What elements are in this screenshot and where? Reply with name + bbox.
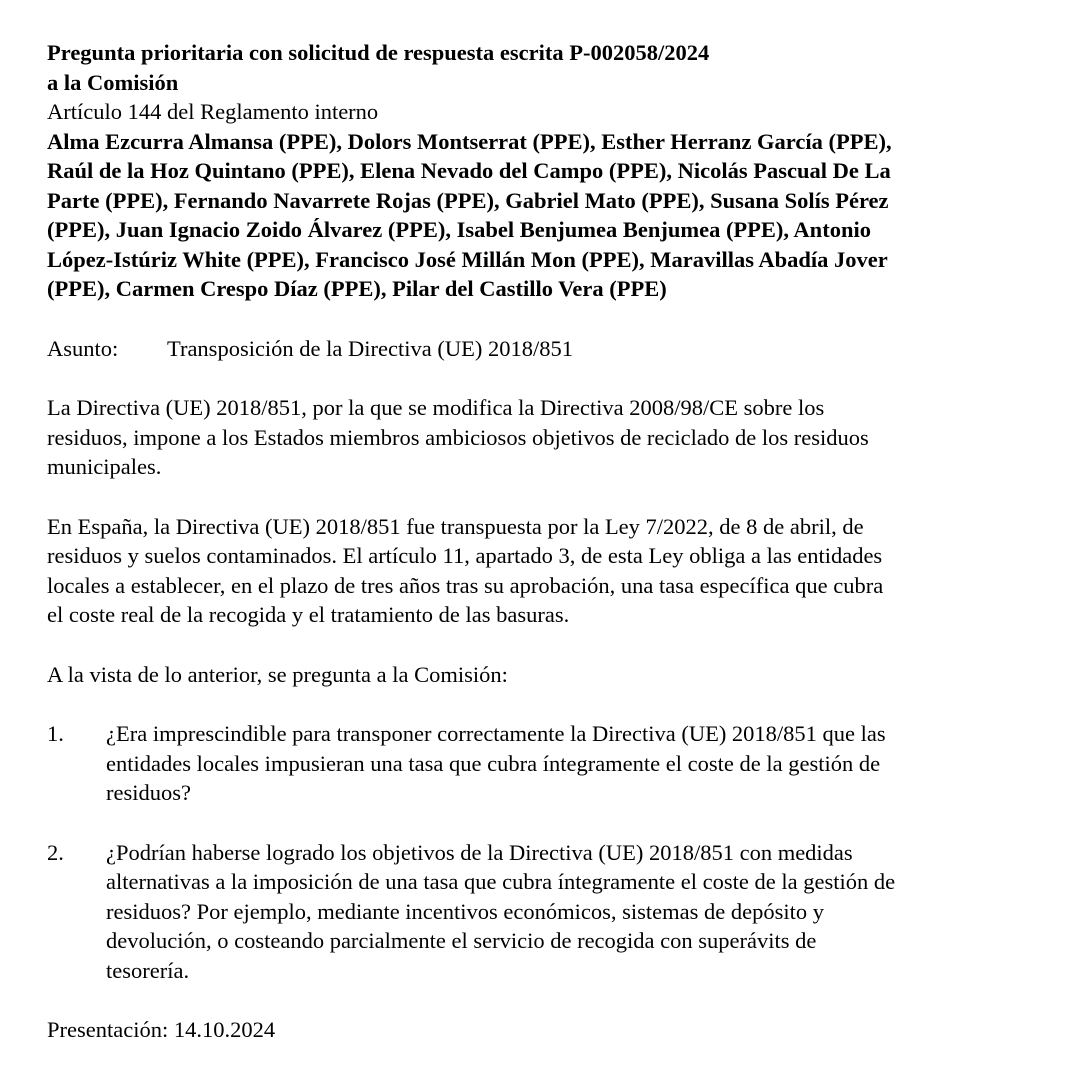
question-text bbox=[106, 719, 1047, 808]
paragraph-line: La Directiva (UE) 2018/851, por la que se modifica la Directiva 2008/98/CE sobre los bbox=[47, 395, 825, 420]
question-number: 1. bbox=[47, 721, 64, 746]
question-line: entidades locales impusieran una tasa que cubra íntegramente el coste de la gestión de bbox=[106, 750, 881, 776]
paragraph-line: el coste real de la recogida y el tratamiento de las basuras. bbox=[47, 602, 570, 627]
subject-value: Transposición de la Directiva (UE) 2018/851 bbox=[167, 335, 573, 361]
paragraph-spain bbox=[47, 512, 1047, 630]
question-line: ¿Podrían haberse logrado los objetivos de la Directiva (UE) 2018/851 con medidas bbox=[106, 839, 853, 865]
question-line: ¿Era imprescindible para transponer correctamente la Directiva (UE) 2018/851 que las bbox=[106, 721, 886, 746]
paragraph-directive bbox=[47, 393, 1047, 482]
authors-list bbox=[47, 127, 1047, 304]
subject-row bbox=[47, 334, 1047, 364]
question-text bbox=[106, 838, 1047, 986]
document-title: Pregunta prioritaria con solicitud de respuesta escrita P-002058/2024 bbox=[47, 40, 710, 65]
paragraph-line: locales a establecer, en el plazo de tres años tras su aprobación, una tasa específica que cubra bbox=[47, 572, 884, 598]
question-line: tesorería. bbox=[106, 957, 190, 983]
addressee: a la Comisión bbox=[47, 69, 179, 95]
paragraph-line: En España, la Directiva (UE) 2018/851 fue transpuesta por la Ley 7/2022, de 8 de abril, de bbox=[47, 513, 864, 539]
question-line: alternativas a la imposición de una tasa que cubra íntegramente el coste de la gestión de bbox=[106, 869, 896, 894]
authors-line: Raúl de la Hoz Quintano (PPE), Elena Nevado del Campo (PPE), Nicolás Pascual De La bbox=[47, 158, 891, 183]
subject-label: Asunto: bbox=[47, 335, 119, 361]
question-item bbox=[47, 719, 1047, 808]
question-line: residuos? bbox=[106, 780, 191, 805]
authors-line: Alma Ezcurra Almansa (PPE), Dolors Montserrat (PPE), Esther Herranz García (PPE), bbox=[47, 128, 892, 154]
questions-intro: A la vista de lo anterior, se pregunta a la Comisión: bbox=[47, 661, 508, 687]
question-line: devolución, o costeando parcialmente el servicio de recogida con superávits de bbox=[106, 928, 817, 953]
paragraph-line: municipales. bbox=[47, 454, 162, 479]
question-number: 2. bbox=[47, 839, 64, 865]
document-header bbox=[47, 38, 1047, 304]
authors-line: Parte (PPE), Fernando Navarrete Rojas (PPE), Gabriel Mato (PPE), Susana Solís Pérez bbox=[47, 187, 889, 213]
rule-article: Artículo 144 del Reglamento interno bbox=[47, 99, 379, 124]
submission-date: Presentación: 14.10.2024 bbox=[47, 1017, 276, 1042]
authors-line: López-Istúriz White (PPE), Francisco José Millán Mon (PPE), Maravillas Abadía Jover bbox=[47, 246, 888, 272]
authors-line: (PPE), Carmen Crespo Díaz (PPE), Pilar del Castillo Vera (PPE) bbox=[47, 276, 667, 301]
paragraph-line: residuos y suelos contaminados. El artículo 11, apartado 3, de esta Ley obliga a las entidades bbox=[47, 543, 883, 568]
authors-line: (PPE), Juan Ignacio Zoido Álvarez (PPE), Isabel Benjumea Benjumea (PPE), Antonio bbox=[47, 217, 871, 242]
paragraph-line: residuos, impone a los Estados miembros ambiciosos objetivos de reciclado de los residuos bbox=[47, 424, 869, 450]
question-line: residuos? Por ejemplo, mediante incentivos económicos, sistemas de depósito y bbox=[106, 898, 824, 924]
question-item bbox=[47, 838, 1047, 986]
document-page bbox=[47, 38, 1047, 1045]
